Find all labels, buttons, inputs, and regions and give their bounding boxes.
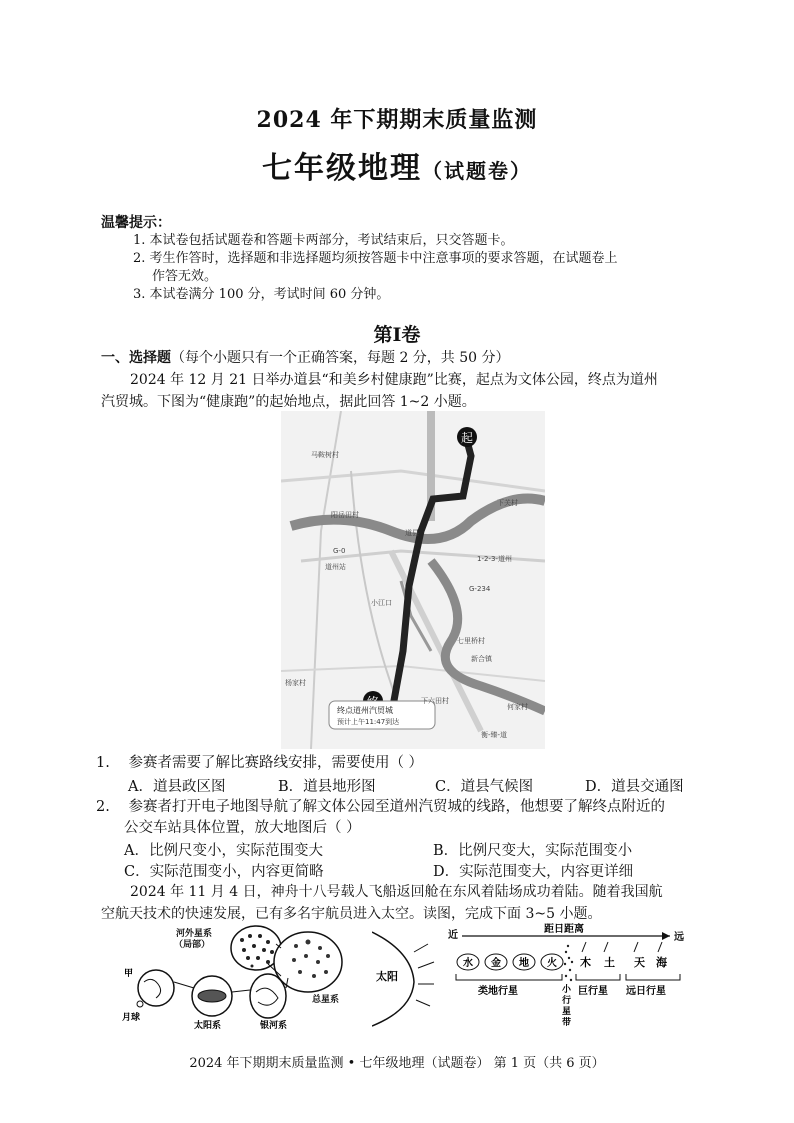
- map-place: 新合镇: [471, 655, 492, 663]
- option: D．道县交通图: [585, 779, 684, 795]
- planet-label: 海: [656, 956, 667, 969]
- tips-heading: 温馨提示：: [101, 215, 171, 231]
- tip-item: 作答无效。: [152, 269, 218, 284]
- subject-title-sub: （试题卷）: [422, 159, 532, 183]
- label-jia: 甲: [124, 969, 134, 979]
- planet-label: 天: [634, 956, 645, 969]
- map-place: 杨家村: [285, 679, 306, 687]
- label-solar: 太阳系: [194, 1021, 222, 1031]
- map-place: 阳岳田村: [331, 511, 359, 519]
- label-giant: 巨行星: [578, 986, 608, 997]
- map-place: 七里桥村: [457, 637, 485, 645]
- label-far: 远: [674, 932, 684, 943]
- label-terrestrial: 类地行星: [478, 986, 518, 997]
- question-text: 参赛者需要了解比赛路线安排，需要使用（ ）: [128, 755, 424, 771]
- map-place: G-0: [333, 547, 346, 555]
- map-place: 何家村: [507, 703, 528, 711]
- intro-line: 汽贸城。下图为“健康跑”的起始地点，据此回答 1~2 小题。: [101, 394, 476, 410]
- planet-label: 木: [580, 956, 591, 969]
- map-end-name: 终点道州汽贸城: [337, 706, 393, 715]
- belt-label: 行: [562, 996, 572, 1006]
- section-heading: [101, 347, 510, 369]
- map-place: 道州站: [325, 563, 346, 571]
- cosmic-hierarchy-diagram: [118, 922, 358, 1032]
- planet-label: 金: [491, 958, 501, 969]
- tip-item: 3. 本试卷满分 100 分，考试时间 60 分钟。: [133, 287, 390, 302]
- label-hewai: 河外星系: [176, 929, 213, 939]
- question-number: 1.: [96, 755, 110, 771]
- option: C．实际范围变小，内容更简略: [124, 864, 324, 880]
- planet-label: 火: [547, 958, 557, 969]
- route-map: [281, 411, 545, 749]
- option: B．比例尺变大，实际范围变小: [433, 843, 633, 859]
- label-galaxy: 银河系: [260, 1021, 288, 1031]
- option: D．实际范围变大，内容更详细: [433, 864, 634, 880]
- map-place: 道县: [405, 529, 419, 537]
- map-place: 小江口: [371, 599, 392, 607]
- label-distance: 距日距离: [544, 924, 584, 935]
- map-place: 衡-臻-道: [481, 731, 508, 739]
- map-place: 1-2-3-道州: [477, 555, 512, 563]
- label-sun: 太阳: [376, 970, 398, 983]
- section-heading-note: （每个小题只有一个正确答案，每题 2 分，共 50 分）: [171, 350, 510, 366]
- planets-diagram: [372, 922, 692, 1032]
- intro-line: 2024 年 12 月 21 日举办道县“和美乡村健康跑”比赛，起点为文体公园，终点为道州: [130, 372, 658, 388]
- label-zong: 总星系: [312, 995, 340, 1005]
- question-number: 2.: [96, 799, 110, 815]
- tip-item: 2. 考生作答时，选择题和非选择题均须按答题卡中注意事项的要求答题，在试题卷上: [133, 251, 618, 266]
- map-place: 下六田村: [421, 697, 449, 705]
- section-heading-label: 一、选择题: [101, 350, 171, 366]
- exam-title: 2024 年下期期末质量监测: [256, 107, 538, 133]
- subject-title-main: 七年级地理: [262, 151, 422, 186]
- option: A．比例尺变小，实际范围变大: [124, 843, 323, 859]
- question-text: 公交车站具体位置，放大地图后（ ）: [124, 820, 361, 836]
- passage-line: 2024 年 11 月 4 日，神舟十八号载人飞船返回舱在东风着陆场成功着陆。随着我国航: [130, 884, 663, 900]
- map-end-time: 预计上午11:47到达: [337, 718, 400, 726]
- belt-label: 星: [562, 1007, 572, 1017]
- page-footer: 2024 年下期期末质量监测 • 七年级地理（试题卷） 第 1 页（共 6 页）: [189, 1056, 605, 1071]
- question-text: 参赛者打开电子地图导航了解文体公园至道州汽贸城的线路，他想要了解终点附近的: [128, 799, 665, 815]
- map-place: G-234: [469, 585, 491, 593]
- map-place: 下关村: [497, 499, 518, 507]
- option: A．道县政区图: [128, 779, 226, 795]
- planet-label: 水: [463, 958, 473, 969]
- belt-label: 带: [562, 1018, 572, 1028]
- map-start-label: 起: [461, 431, 474, 445]
- option: B．道县地形图: [278, 779, 376, 795]
- option: C．道县气候图: [435, 779, 534, 795]
- question-1: [96, 752, 423, 774]
- planet-label: 地: [519, 958, 529, 969]
- passage-line: 空航天技术的快速发展，已有多名宇航员进入太空。读图，完成下面 3~5 小题。: [101, 906, 602, 922]
- map-place: 马鞍树村: [311, 451, 339, 459]
- label-outer: 远日行星: [626, 986, 666, 997]
- tip-item: 1. 本试卷包括试题卷和答题卡两部分，考试结束后，只交答题卡。: [133, 233, 514, 248]
- belt-label: 小: [562, 985, 572, 995]
- label-moon: 月球: [122, 1013, 141, 1023]
- label-near: 近: [448, 930, 458, 941]
- volume-title: 第Ⅰ卷: [373, 324, 421, 346]
- planet-label: 土: [604, 956, 615, 969]
- subject-title: [0, 143, 794, 187]
- question-2: [96, 796, 665, 818]
- label-hewai-sub: （局部）: [174, 940, 211, 950]
